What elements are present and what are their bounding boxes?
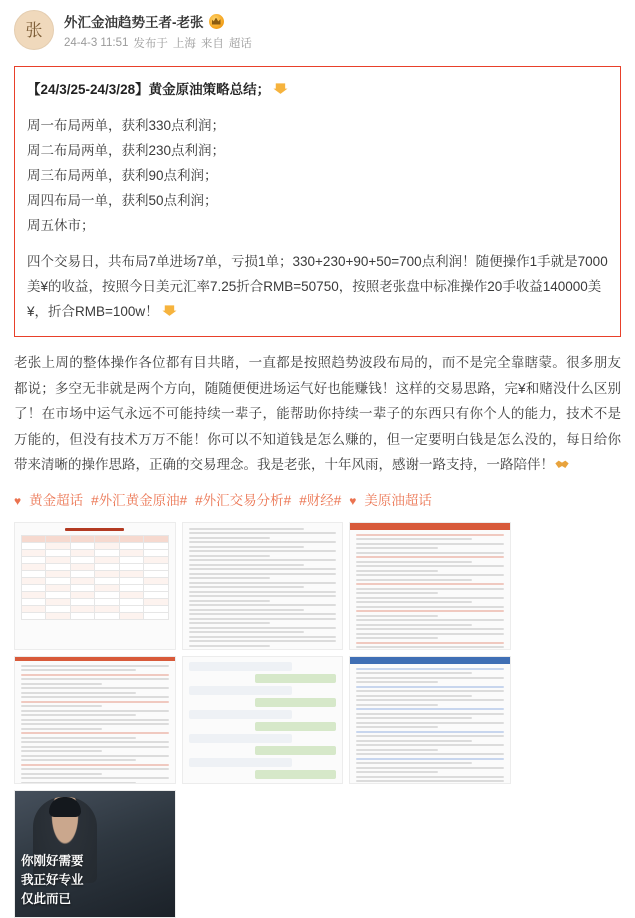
overlay-line-2: 仅此而已	[21, 891, 72, 906]
image-thumb-4[interactable]	[182, 656, 344, 784]
post-location[interactable]: 上海	[172, 38, 196, 50]
table-doc-thumb	[15, 523, 175, 649]
image-thumb-3[interactable]	[14, 656, 176, 784]
handshake-icon	[554, 456, 570, 472]
doc-table	[21, 535, 169, 620]
summary-footer-row	[27, 249, 608, 324]
tag-3[interactable]: #财经#	[299, 492, 342, 508]
post-body-text: 老张上周的整体操作各位都有目共睹，一直都是按照趋势波段布局的，而不是完全靠瞎蒙。很多朋友都说；多空无非就是两个方向，随随便便进场运气好也能赚钱！这样的交易思路，完¥和赌没什么区别了！在市场中运气永远不可能持续一辈子，能帮助你持续一辈子的东西只有你个人的能力，技术不是万能的，但没有技术万万不能！你可以不知道钱是怎么赚的，但一定要明白钱是怎么没的，每日给你带来清晰的操作思路，正确的交易理念。我是老张，十年风雨，感谢一路支持，一路陪伴！	[14, 355, 621, 472]
avatar[interactable]	[14, 10, 54, 50]
image-thumb-6[interactable]	[14, 790, 176, 918]
overlay-line-0: 你刚好需要	[21, 853, 84, 868]
publish-label: 发布于	[133, 38, 168, 50]
red-doc-thumb-2	[15, 657, 175, 783]
overlay-line-1: 我正好专业	[21, 872, 84, 887]
heart-icon-2: ♥	[349, 493, 357, 508]
tag-list	[14, 490, 621, 512]
summary-line-4: 周五休市；	[27, 218, 95, 233]
image-thumb-1[interactable]	[182, 522, 344, 650]
source-prefix: 来自	[200, 38, 224, 50]
strategy-summary-box	[14, 66, 621, 337]
image-thumb-0[interactable]	[14, 522, 176, 650]
summary-title-row	[27, 77, 608, 102]
header-text	[64, 10, 252, 51]
tag-2[interactable]: #外汇交易分析#	[195, 492, 292, 508]
summary-line-0: 周一布局两单，获利330点利润；	[27, 118, 226, 133]
tag-0[interactable]: 黄金超话	[29, 492, 84, 508]
post-source[interactable]: 超话	[228, 38, 252, 50]
blue-doc-thumb	[350, 657, 510, 783]
crown-badge-icon	[209, 14, 224, 29]
image-thumb-5[interactable]	[349, 656, 511, 784]
post-meta	[64, 35, 252, 51]
red-doc-thumb	[350, 523, 510, 649]
summary-title: 【24/3/25-24/3/28】黄金原油策略总结；	[27, 82, 271, 97]
yellow-down-arrow-icon	[272, 81, 289, 98]
image-grid	[14, 522, 511, 918]
post-body	[14, 350, 621, 478]
summary-line-2: 周三布局两单，获利90点利润；	[27, 168, 218, 183]
chat-doc-thumb	[183, 657, 343, 783]
post-time: 24-4-3 11:51	[64, 37, 129, 49]
author-row	[64, 11, 252, 31]
avatar-text: 张	[25, 20, 43, 40]
post-header	[14, 10, 621, 58]
tag-4[interactable]: 美原油超话	[364, 492, 432, 508]
heart-icon-1: ♥	[14, 493, 22, 508]
tag-1[interactable]: #外汇黄金原油#	[91, 492, 188, 508]
author-name[interactable]: 外汇金油趋势王者-老张	[64, 15, 204, 30]
image-thumb-2[interactable]	[349, 522, 511, 650]
summary-footer: 四个交易日，共布局7单进场7单，亏损1单；330+230+90+50=700点利润！随便操作1手就是7000美¥的收益，按照今日美元汇率7.25折合RMB=50750，按照老张盘中标准操作20手收益140000美¥，折合RMB=100w！	[27, 254, 608, 319]
promo-photo	[15, 791, 175, 917]
summary-line-1: 周二布局两单，获利230点利润；	[27, 143, 226, 158]
yellow-down-arrow-icon-2	[161, 303, 178, 320]
summary-line-3: 周四布局一单，获利50点利润；	[27, 193, 218, 208]
text-doc-thumb	[183, 523, 343, 649]
promo-overlay-text	[21, 852, 169, 909]
